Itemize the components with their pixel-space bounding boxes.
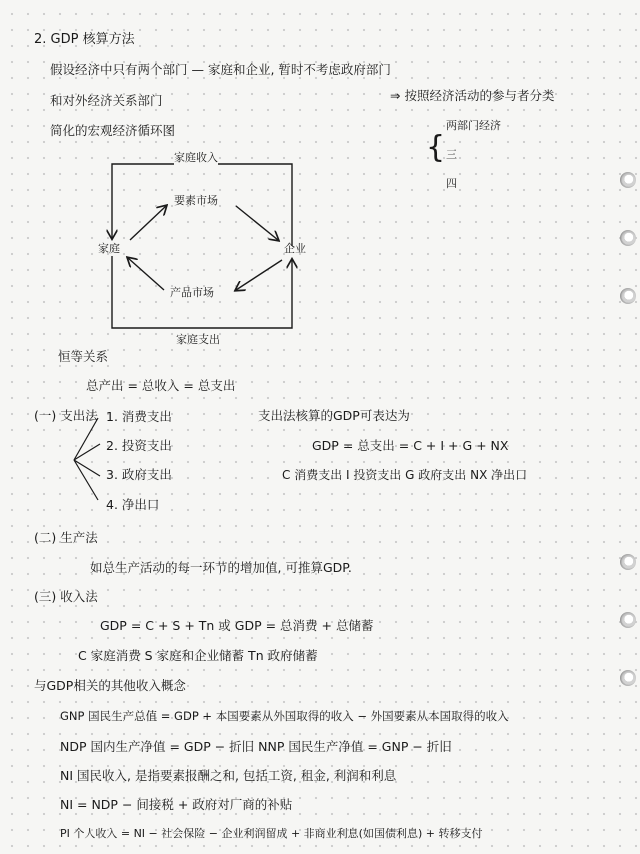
production-description: 如总生产活动的每一环节的增加值, 可推算GDP. [90, 560, 352, 575]
related-item-pi: PI 个人收入 = NI − 社会保险 − 企业利润留成 + 非商业利息(如国债利息) + 转移支付 [60, 827, 483, 840]
intro-line-3: 简化的宏观经济循环图 [50, 123, 176, 138]
related-item-ni: NI 国民收入, 是指要素报酬之和, 包括工资, 租金, 利润和利息 [60, 768, 397, 783]
income-method-title: (三) 收入法 [34, 589, 98, 604]
label-product-market: 产品市场 [170, 286, 214, 299]
label-firm: 企业 [284, 242, 306, 255]
expenditure-item: 2. 投资支出 [106, 438, 172, 453]
related-title: 与GDP相关的其他收入概念 [34, 678, 186, 693]
label-household-income: 家庭收入 [174, 151, 218, 164]
expenditure-item: 4. 净出口 [106, 497, 160, 512]
production-method-title: (二) 生产法 [34, 530, 98, 545]
arrow-note: ⇒ 按照经济活动的参与者分类 [390, 88, 555, 103]
income-legend: C 家庭消费 S 家庭和企业储蓄 Tn 政府储蓄 [78, 648, 318, 663]
expenditure-item: 3. 政府支出 [106, 467, 172, 482]
expenditure-item: 1. 消费支出 [106, 409, 172, 424]
label-household-spending: 家庭支出 [176, 333, 220, 346]
income-formula: GDP = C + S + Tn 或 GDP = 总消费 + 总储蓄 [100, 618, 374, 633]
label-household: 家庭 [98, 242, 120, 255]
label-factor-market: 要素市场 [174, 194, 218, 207]
brace: { [426, 130, 446, 165]
economy-type-four: 四 [446, 177, 457, 190]
related-item-ni-formula: NI = NDP − 间接税 + 政府对厂商的补贴 [60, 797, 293, 812]
expenditure-note: 支出法核算的GDP可表达为 [258, 408, 410, 423]
expenditure-legend: C 消费支出 I 投资支出 G 政府支出 NX 净出口 [282, 468, 528, 482]
identity-title: 恒等关系 [58, 349, 109, 364]
intro-line-2: 和对外经济关系部门 [50, 93, 163, 108]
expenditure-method-title: (一) 支出法 [34, 408, 98, 423]
expenditure-formula: GDP = 总支出 = C + I + G + NX [312, 438, 509, 453]
identity-equation: 总产出 = 总收入 = 总支出 [86, 378, 236, 393]
related-item-gnp: GNP 国民生产总值 = GDP + 本国要素从外国取得的收入 − 外国要素从本国取得的收入 [60, 709, 509, 723]
section-heading: 2. GDP 核算方法 [34, 32, 135, 47]
related-item-ndp-nnp: NDP 国内生产净值 = GDP − 折旧 NNP 国民生产净值 = GNP − 折旧 [60, 739, 452, 754]
intro-line-1: 假设经济中只有两个部门 — 家庭和企业, 暂时不考虑政府部门 [50, 62, 391, 77]
economy-type-three: 三 [446, 148, 457, 161]
economy-type-two: 两部门经济 [446, 119, 501, 132]
